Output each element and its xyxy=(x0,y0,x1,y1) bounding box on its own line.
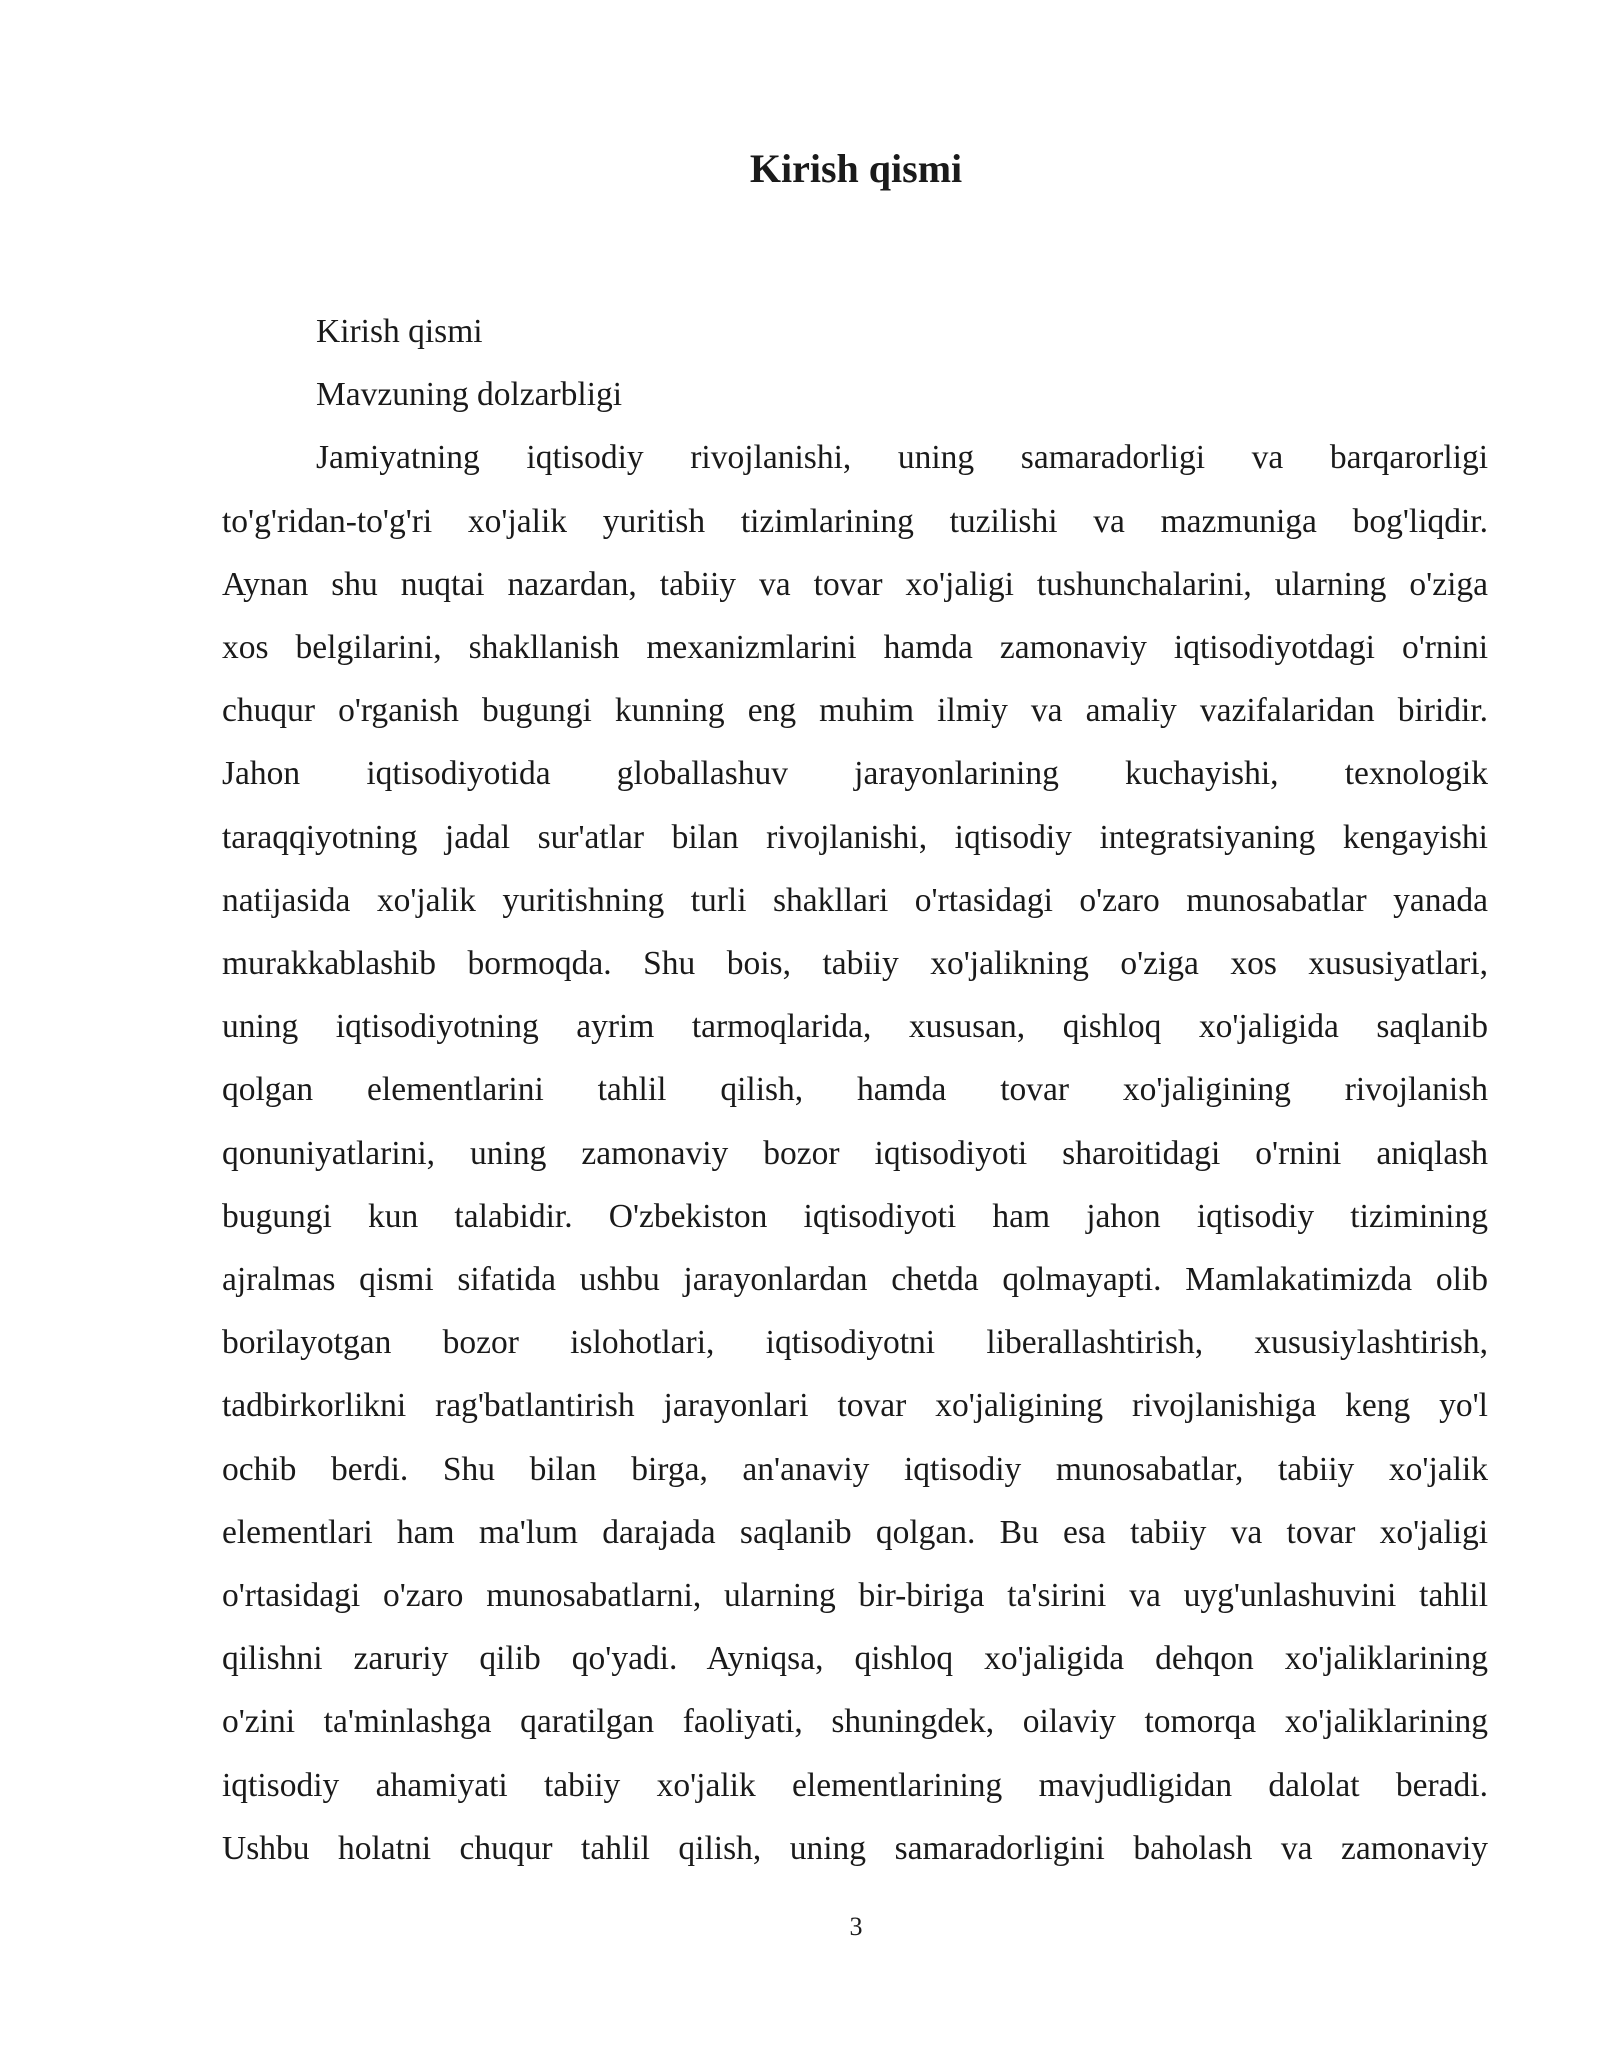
paragraph-line: xos belgilarini, shakllanish mexanizmlarini hamda zamonaviy iqtisodiyotdagi o'rnini xyxy=(222,629,1488,667)
paragraph-line: chuqur o'rganish bugungi kunning eng muhim ilmiy va amaliy vazifalaridan biridir. xyxy=(222,692,1488,730)
paragraph-line: Aynan shu nuqtai nazardan, tabiiy va tovar xo'jaligi tushunchalarini, ularning o'ziga xyxy=(222,565,1488,603)
paragraph-line: ajralmas qismi sifatida ushbu jarayonlardan chetda qolmayapti. Mamlakatimizda olib xyxy=(222,1261,1488,1299)
page-title: Kirish qismi xyxy=(749,146,963,191)
paragraph-line: iqtisodiy ahamiyati tabiiy xo'jalik elementlarining mavjudligidan dalolat beradi. xyxy=(222,1766,1488,1804)
paragraph-line: qonuniyatlarini, uning zamonaviy bozor iqtisodiyoti sharoitidagi o'rnini aniqlash xyxy=(222,1134,1488,1172)
paragraph-line: o'rtasidagi o'zaro munosabatlarni, ularning bir-biriga ta'sirini va uyg'unlashuvini tahlil xyxy=(222,1577,1488,1615)
paragraph-line: taraqqiyotning jadal sur'atlar bilan rivojlanishi, iqtisodiy integratsiyaning kengayishi xyxy=(222,818,1488,856)
paragraph-line: Jahon iqtisodiyotida globallashuv jarayonlarining kuchayishi, texnologik xyxy=(222,755,1488,793)
paragraph-line: ochib berdi. Shu bilan birga, an'anaviy iqtisodiy munosabatlar, tabiiy xo'jalik xyxy=(222,1450,1488,1488)
paragraph-line: elementlari ham ma'lum darajada saqlanib qolgan. Bu esa tabiiy va tovar xo'jaligi xyxy=(222,1513,1488,1551)
paragraph-line: bugungi kun talabidir. O'zbekiston iqtisodiyoti ham jahon iqtisodiy tizimining xyxy=(222,1197,1488,1235)
page-number: 3 xyxy=(849,1912,863,1941)
paragraph-line: qolgan elementlarini tahlil qilish, hamda tovar xo'jaligining rivojlanish xyxy=(222,1071,1488,1109)
paragraph-line: natijasida xo'jalik yuritishning turli shakllari o'rtasidagi o'zaro munosabatlar yanada xyxy=(222,881,1488,919)
paragraph xyxy=(222,426,1488,1880)
document-body xyxy=(222,300,1488,1880)
paragraph-line: Jamiyatning iqtisodiy rivojlanishi, uning samaradorligi va barqarorligi xyxy=(316,439,1488,477)
paragraph-line: tadbirkorlikni rag'batlantirish jarayonlari tovar xo'jaligining rivojlanishiga keng yo'l xyxy=(222,1387,1488,1425)
section-heading: Kirish qismi xyxy=(316,313,483,350)
paragraph-line: Ushbu holatni chuqur tahlil qilish, uning samaradorligini baholash va zamonaviy xyxy=(222,1829,1488,1867)
paragraph-line: murakkablashib bormoqda. Shu bois, tabiiy xo'jalikning o'ziga xos xususiyatlari, xyxy=(222,945,1488,983)
paragraph-line: borilayotgan bozor islohotlari, iqtisodiyotni liberallashtirish, xususiylashtirish, xyxy=(222,1324,1488,1362)
paragraph-line: uning iqtisodiyotning ayrim tarmoqlarida, xususan, qishloq xo'jaligida saqlanib xyxy=(222,1008,1488,1046)
section-subheading: Mavzuning dolzarbligi xyxy=(316,376,623,414)
paragraph-line: o'zini ta'minlashga qaratilgan faoliyati, shuningdek, oilaviy tomorqa xo'jaliklarining xyxy=(222,1703,1488,1741)
paragraph-line: to'g'ridan-to'g'ri xo'jalik yuritish tizimlarining tuzilishi va mazmuniga bog'liqdir. xyxy=(222,502,1488,540)
paragraph-line: qilishni zaruriy qilib qo'yadi. Ayniqsa, qishloq xo'jaligida dehqon xo'jaliklarining xyxy=(222,1640,1488,1678)
